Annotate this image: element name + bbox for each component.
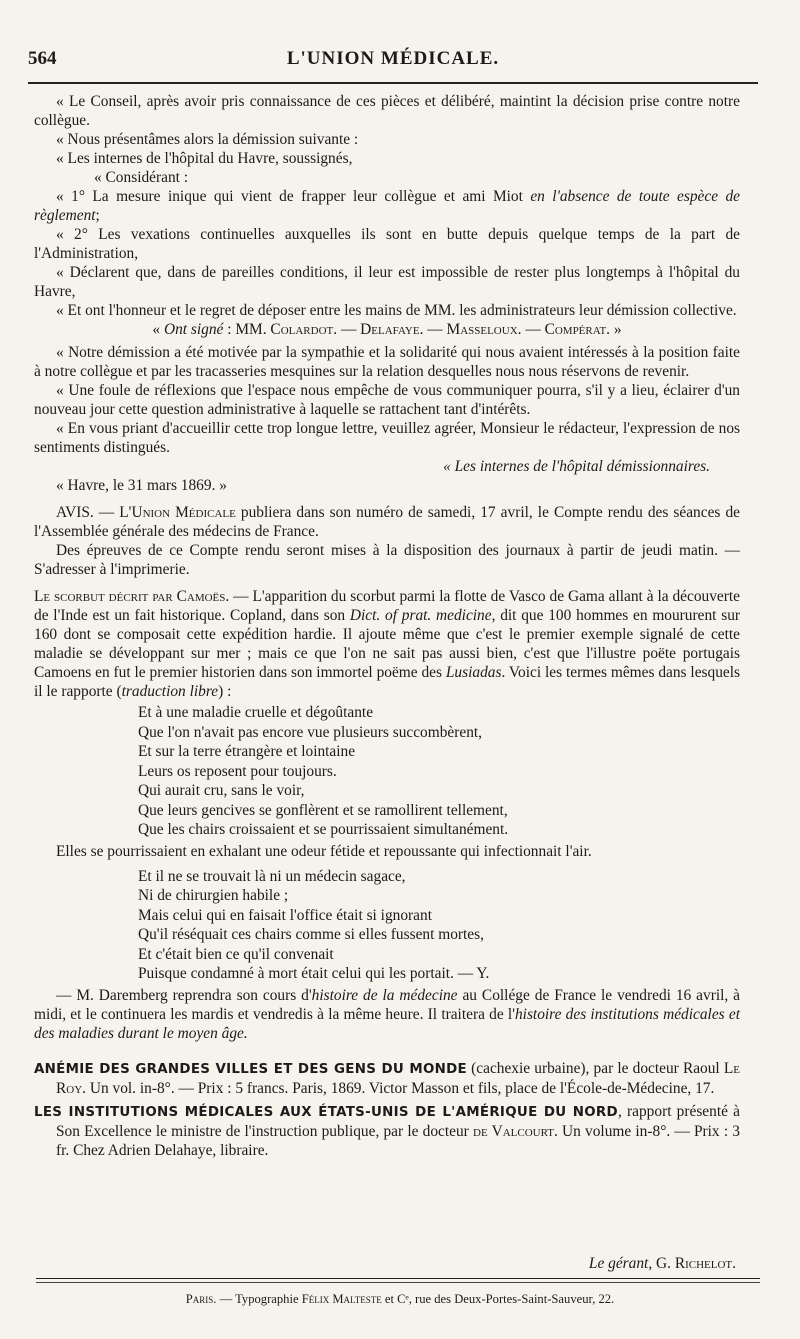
letter-paragraph: « 1° La mesure inique qui vient de frapper leur collègue et ami Miot en l'absence de toute espèce de règlement;	[34, 188, 740, 224]
poem-line: Et sur la terre étrangère et lointaine	[138, 743, 356, 760]
poem-line: Puisque condamné à mort était celui qui les portait. — Y.	[138, 965, 490, 982]
letter-paragraph: « Le Conseil, après avoir pris connaissance de ces pièces et délibéré, maintint la décision prise contre notre collègue.	[34, 93, 740, 129]
poem-line: Leurs os reposent pour toujours.	[138, 762, 337, 780]
letter-date: « Havre, le 31 mars 1869. »	[56, 477, 227, 494]
scorbut-paragraph: Le scorbut décrit par Camoës. — L'apparition du scorbut parmi la flotte de Vasco de Gama allant à la découverte de l'Inde est un fait historique. Copland, dans son Dict. of prat. medicine, dit que 100 hommes en moururent sur 160 dont se composait cette expédition hardie. Il ajoute même que c'est le premier exemple signalé de cette maladie se développant sur mer ; mais ce que l'on ne sait pas aussi bien, c'est que l'illustre poëte portugais Camoens en fut le premier historien dans son immortel poëme des Lusiadas. Voici les termes mêmes dans lesquels il le rapporte (traduction libre) :	[34, 588, 741, 700]
header-rule	[28, 82, 758, 84]
poem-line: Et à une maladie cruelle et dégoûtante	[138, 704, 374, 721]
daremberg-notice: — M. Daremberg reprendra son cours d'histoire de la médecine au Collége de France le vendredi 16 avril, à midi, et le continuera les mardis et vendredis à la même heure. Il traitera de l'histoire des institutions médicales et des maladies durant le moyen âge.	[34, 986, 741, 1042]
poem-stanza-1	[138, 703, 740, 840]
letter-paragraph: « Nous présentâmes alors la démission suivante :	[56, 131, 359, 148]
poem-line: Ni de chirurgien habile ;	[138, 887, 289, 904]
poem-stanza-2	[138, 867, 740, 984]
letter-paragraph: « Notre démission a été motivée par la sympathie et la solidarité qui nous avaient intéressés à la position faite à notre collègue et par les tracasseries mesquines sur la relation desquelles nous nous réservons de revenir.	[34, 344, 740, 380]
gerant-signature: Le gérant, G. Richelot.	[588, 1255, 736, 1272]
poem-line: Que les chairs croissaient et se pourrissaient simultanément.	[138, 821, 509, 838]
letter-paragraph: « Les internes de l'hôpital du Havre, soussignés,	[56, 150, 353, 167]
letter-signature: « Les internes de l'hôpital démissionnaires.	[443, 458, 710, 475]
poem-line: Et il ne se trouvait là ni un médecin sagace,	[138, 867, 406, 885]
signatories: « Ont signé : MM. Colardot. — Delafaye. — Masseloux. — Compérat. »	[152, 321, 622, 338]
letter-paragraph: « Déclarent que, dans de pareilles conditions, il leur est impossible de rester plus longtemps à l'hôpital du Havre,	[34, 264, 740, 300]
advertisement-institutions: LES INSTITUTIONS MÉDICALES AUX ÉTATS-UNIS DE L'AMÉRIQUE DU NORD, rapport présenté à Son Excellence le ministre de l'instruction publique, par le docteur de Valcourt. Un volume in-8°. — Prix : 3 fr. Chez Adrien Delahaye, libraire.	[34, 1102, 740, 1159]
poem-prose-line: Elles se pourrissaient en exhalant une odeur fétide et repoussante qui infectionnait l'air.	[56, 842, 592, 860]
avis-notice-2: Des épreuves de ce Compte rendu seront mises à la disposition des journaux à partir de jeudi matin. — S'adresser à l'imprimerie.	[34, 542, 740, 578]
letter-paragraph: « 2° Les vexations continuelles auxquelles ils sont en butte depuis quelque temps de la part de l'Administration,	[34, 226, 740, 262]
letter-paragraph: « Et ont l'honneur et le regret de déposer entre les mains de MM. les administrateurs leur démission collective.	[56, 302, 737, 319]
letter-paragraph: « Une foule de réflexions que l'espace nous empêche de vous communiquer pourra, s'il y a lieu, éclairer d'un nouveau jour cette question administrative à laquelle se rattachent tant d'intérêts.	[34, 382, 740, 418]
poem-line: Que leurs gencives se gonflèrent et se ramollirent tellement,	[138, 801, 508, 819]
poem-line: Qu'il réséquait ces chairs comme si elles fussent mortes,	[138, 926, 484, 943]
page-number: 564	[28, 48, 57, 69]
footer-rule	[36, 1278, 760, 1279]
poem-line: Qui aurait cru, sans le voir,	[138, 782, 305, 799]
advertisement-anemie: ANÉMIE DES GRANDES VILLES ET DES GENS DU MONDE (cachexie urbaine), par le docteur Raoul Le Roy. Un vol. in-8°. — Prix : 5 francs. Paris, 1869. Victor Masson et fils, place de l'École-de-Médecine, 17.	[34, 1059, 740, 1097]
avis-notice: AVIS. — L'Union Médicale publiera dans son numéro de samedi, 17 avril, le Compte rendu des séances de l'Assemblée générale des médecins de France.	[34, 504, 740, 540]
printer-imprint: Paris. — Typographie Félix Malteste et Cᵉ, rue des Deux-Portes-Saint-Sauveur, 22.	[185, 1292, 615, 1306]
article-body	[34, 92, 740, 1160]
poem-line: Et c'était bien ce qu'il convenait	[138, 945, 334, 963]
letter-paragraph: « En vous priant d'accueillir cette trop longue lettre, veuillez agréer, Monsieur le rédacteur, l'expression de nos sentiments distingués.	[34, 420, 740, 456]
footer-rule-thin	[36, 1282, 760, 1283]
journal-title: L'UNION MÉDICALE.	[286, 48, 500, 69]
page-header	[28, 48, 758, 78]
letter-paragraph: « Considérant :	[94, 169, 189, 186]
poem-line: Mais celui qui en faisait l'office était si ignorant	[138, 906, 432, 924]
poem-line: Que l'on n'avait pas encore vue plusieurs succombèrent,	[138, 723, 483, 741]
